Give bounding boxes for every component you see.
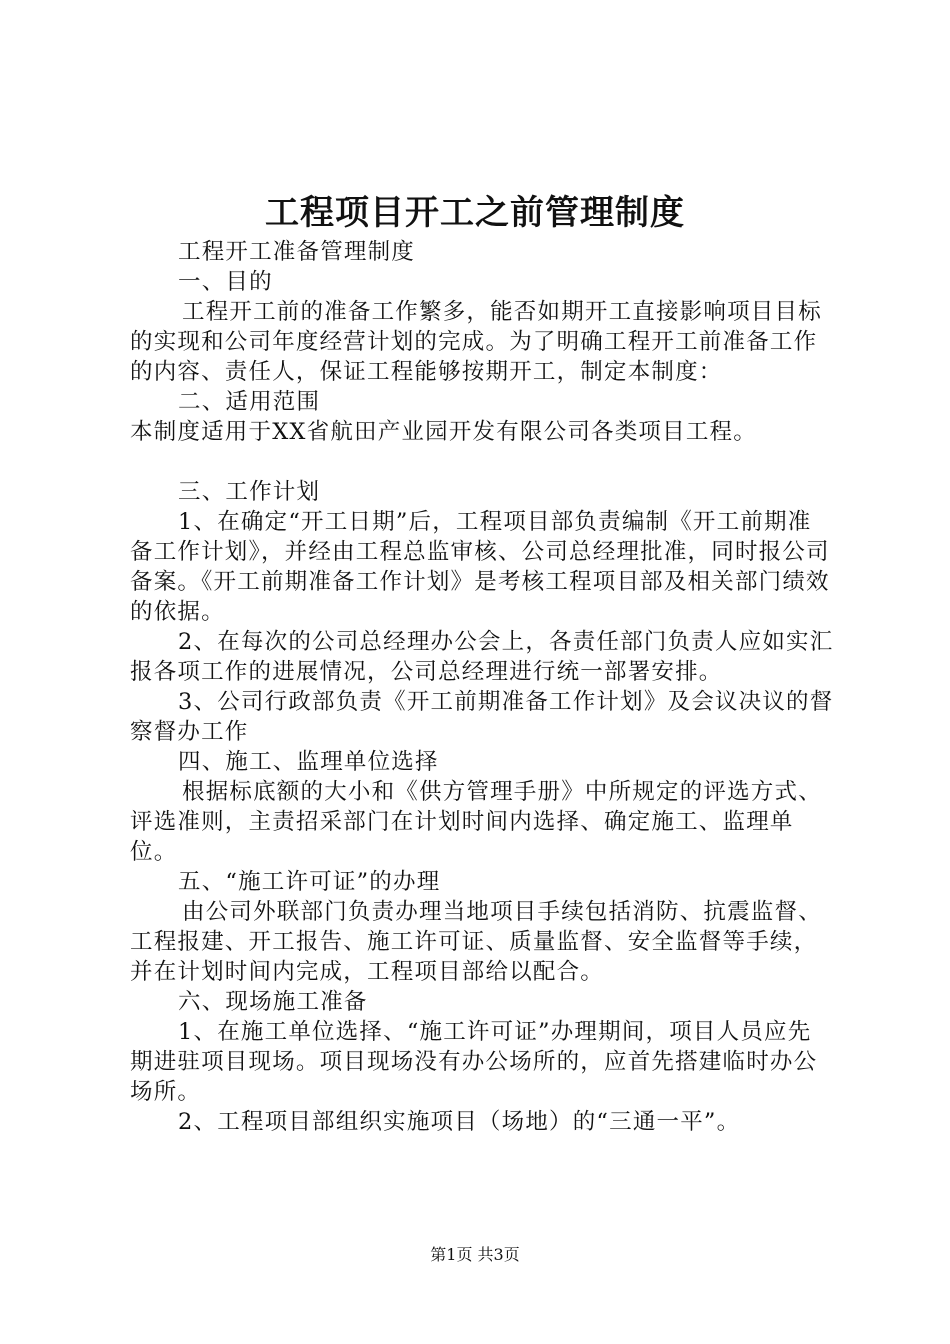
page-footer: 第1页 共3页 <box>430 1245 520 1264</box>
section-heading: 四、施工、监理单位选择 <box>178 749 439 775</box>
section-heading: 一、目的 <box>178 269 273 295</box>
document-body <box>130 237 835 1137</box>
section-heading: 六、现场施工准备 <box>178 989 368 1015</box>
document-title: 工程项目开工之前管理制度 <box>265 193 685 233</box>
paragraph: 本制度适用于XX省航田产业园开发有限公司各类项目工程。 <box>130 419 757 445</box>
paragraph: 1、在确定“开工日期”后，工程项目部负责编制《开工前期准备工作计划》，并经由工程总监审核、公司总经理批准，同时报公司备案。《开工前期准备工作计划》是考核工程项目部及相关部门绩效的依据。 <box>130 509 830 625</box>
paragraph: 2、工程项目部组织实施项目（场地）的“三通一平”。 <box>178 1109 741 1135</box>
paragraph: 工程开工前的准备工作繁多，能否如期开工直接影响项目目标的实现和公司年度经营计划的完成。为了明确工程开工前准备工作的内容、责任人，保证工程能够按期开工，制定本制度： <box>130 299 822 385</box>
section-heading: 三、工作计划 <box>178 479 321 505</box>
paragraph: 1、在施工单位选择、“施工许可证”办理期间，项目人员应先期进驻项目现场。项目现场没有办公场所的，应首先搭建临时办公场所。 <box>130 1019 818 1105</box>
subtitle: 工程开工准备管理制度 <box>178 239 416 265</box>
paragraph: 3、公司行政部负责《开工前期准备工作计划》及会议决议的督察督办工作 <box>130 689 834 745</box>
blank-line <box>130 447 835 477</box>
paragraph: 2、在每次的公司总经理办公会上，各责任部门负责人应如实汇报各项工作的进展情况，公司总经理进行统一部署安排。 <box>130 629 834 685</box>
paragraph: 根据标底额的大小和《供方管理手册》中所规定的评选方式、评选准则，主责招采部门在计划时间内选择、确定施工、监理单位。 <box>130 779 822 865</box>
section-heading: 二、适用范围 <box>178 389 321 415</box>
paragraph: 由公司外联部门负责办理当地项目手续包括消防、抗震监督、工程报建、开工报告、施工许可证、质量监督、安全监督等手续，并在计划时间内完成，工程项目部给以配合。 <box>130 899 822 985</box>
section-heading: 五、“施工许可证”的办理 <box>178 869 441 895</box>
